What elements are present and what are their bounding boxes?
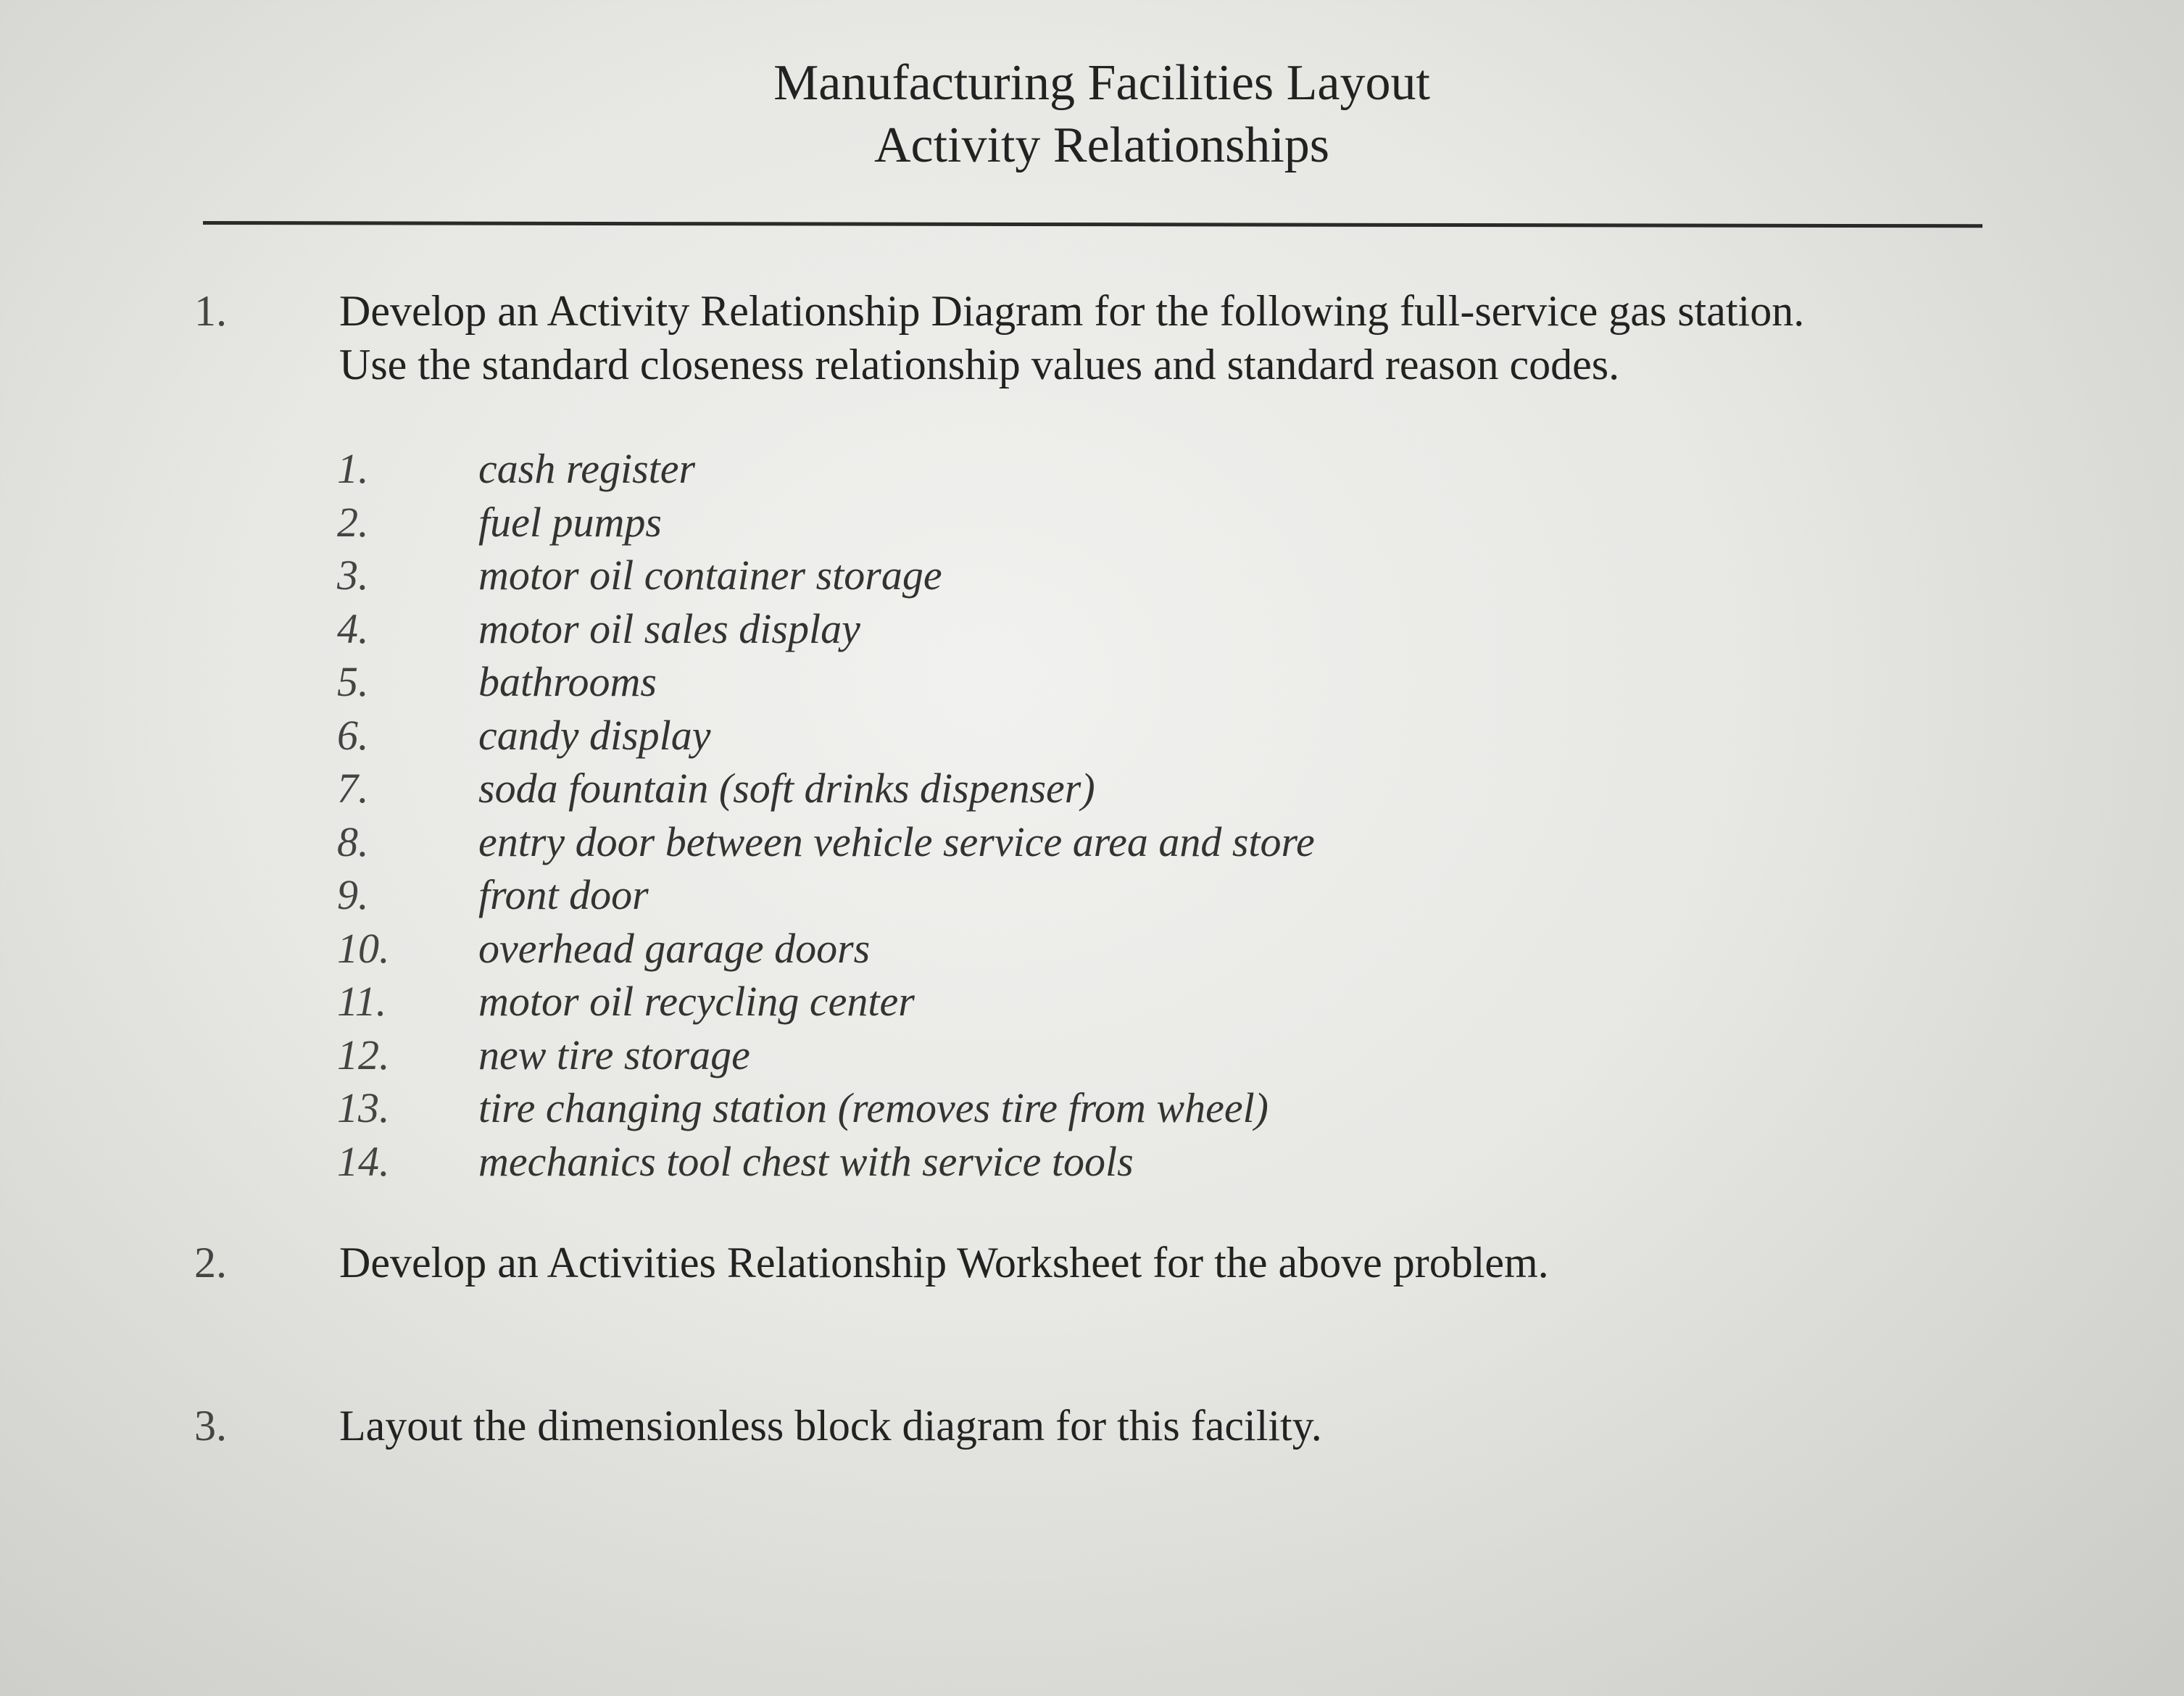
question-number: 1.	[194, 287, 227, 335]
title-divider	[203, 221, 1982, 228]
item-number: 5.	[337, 658, 369, 705]
item-label: motor oil container storage	[478, 552, 942, 599]
item-number: 11.	[337, 978, 387, 1025]
question-text	[339, 284, 2079, 391]
item-number: 6.	[337, 711, 369, 759]
item-number: 14.	[337, 1137, 390, 1185]
question-number: 3.	[194, 1402, 227, 1450]
question-line: Use the standard closeness relationship values and standard reason codes.	[339, 341, 1620, 388]
item-label: front door	[478, 871, 649, 918]
item-label: motor oil recycling center	[478, 978, 915, 1025]
question-line: Develop an Activities Relationship Worksheet for the above problem.	[339, 1239, 1549, 1286]
item-label: new tire storage	[478, 1031, 750, 1078]
question-number: 2.	[194, 1239, 227, 1286]
item-label: mechanics tool chest with service tools	[478, 1137, 1134, 1185]
question-line: Develop an Activity Relationship Diagram for the following full-service gas station.	[339, 287, 1805, 335]
item-label: tire changing station (removes tire from wheel)	[478, 1084, 1269, 1131]
item-label: motor oil sales display	[478, 604, 860, 652]
item-label: overhead garage doors	[478, 924, 871, 972]
item-number: 9.	[337, 871, 369, 918]
document-subtitle: Activity Relationships	[873, 117, 1330, 173]
item-number: 7.	[337, 765, 369, 812]
item-number: 2.	[337, 498, 369, 546]
question-text	[339, 1399, 2079, 1452]
item-label: candy display	[478, 711, 711, 759]
item-number: 10.	[337, 924, 390, 972]
question-line: Layout the dimensionless block diagram for this facility.	[339, 1402, 1322, 1450]
item-number: 12.	[337, 1031, 390, 1078]
item-number: 8.	[337, 818, 369, 865]
item-number: 1.	[337, 445, 369, 492]
document-title: Manufacturing Facilities Layout	[773, 55, 1430, 111]
item-label: fuel pumps	[478, 498, 662, 546]
title-block	[0, 52, 2184, 177]
question-text	[339, 1236, 2079, 1289]
item-label: bathrooms	[478, 658, 657, 705]
item-label: cash register	[478, 445, 696, 492]
item-number: 13.	[337, 1084, 390, 1131]
item-number: 3.	[337, 552, 369, 599]
item-label: soda fountain (soft drinks dispenser)	[478, 765, 1095, 812]
item-label: entry door between vehicle service area and store	[478, 818, 1315, 865]
item-number: 4.	[337, 604, 369, 652]
